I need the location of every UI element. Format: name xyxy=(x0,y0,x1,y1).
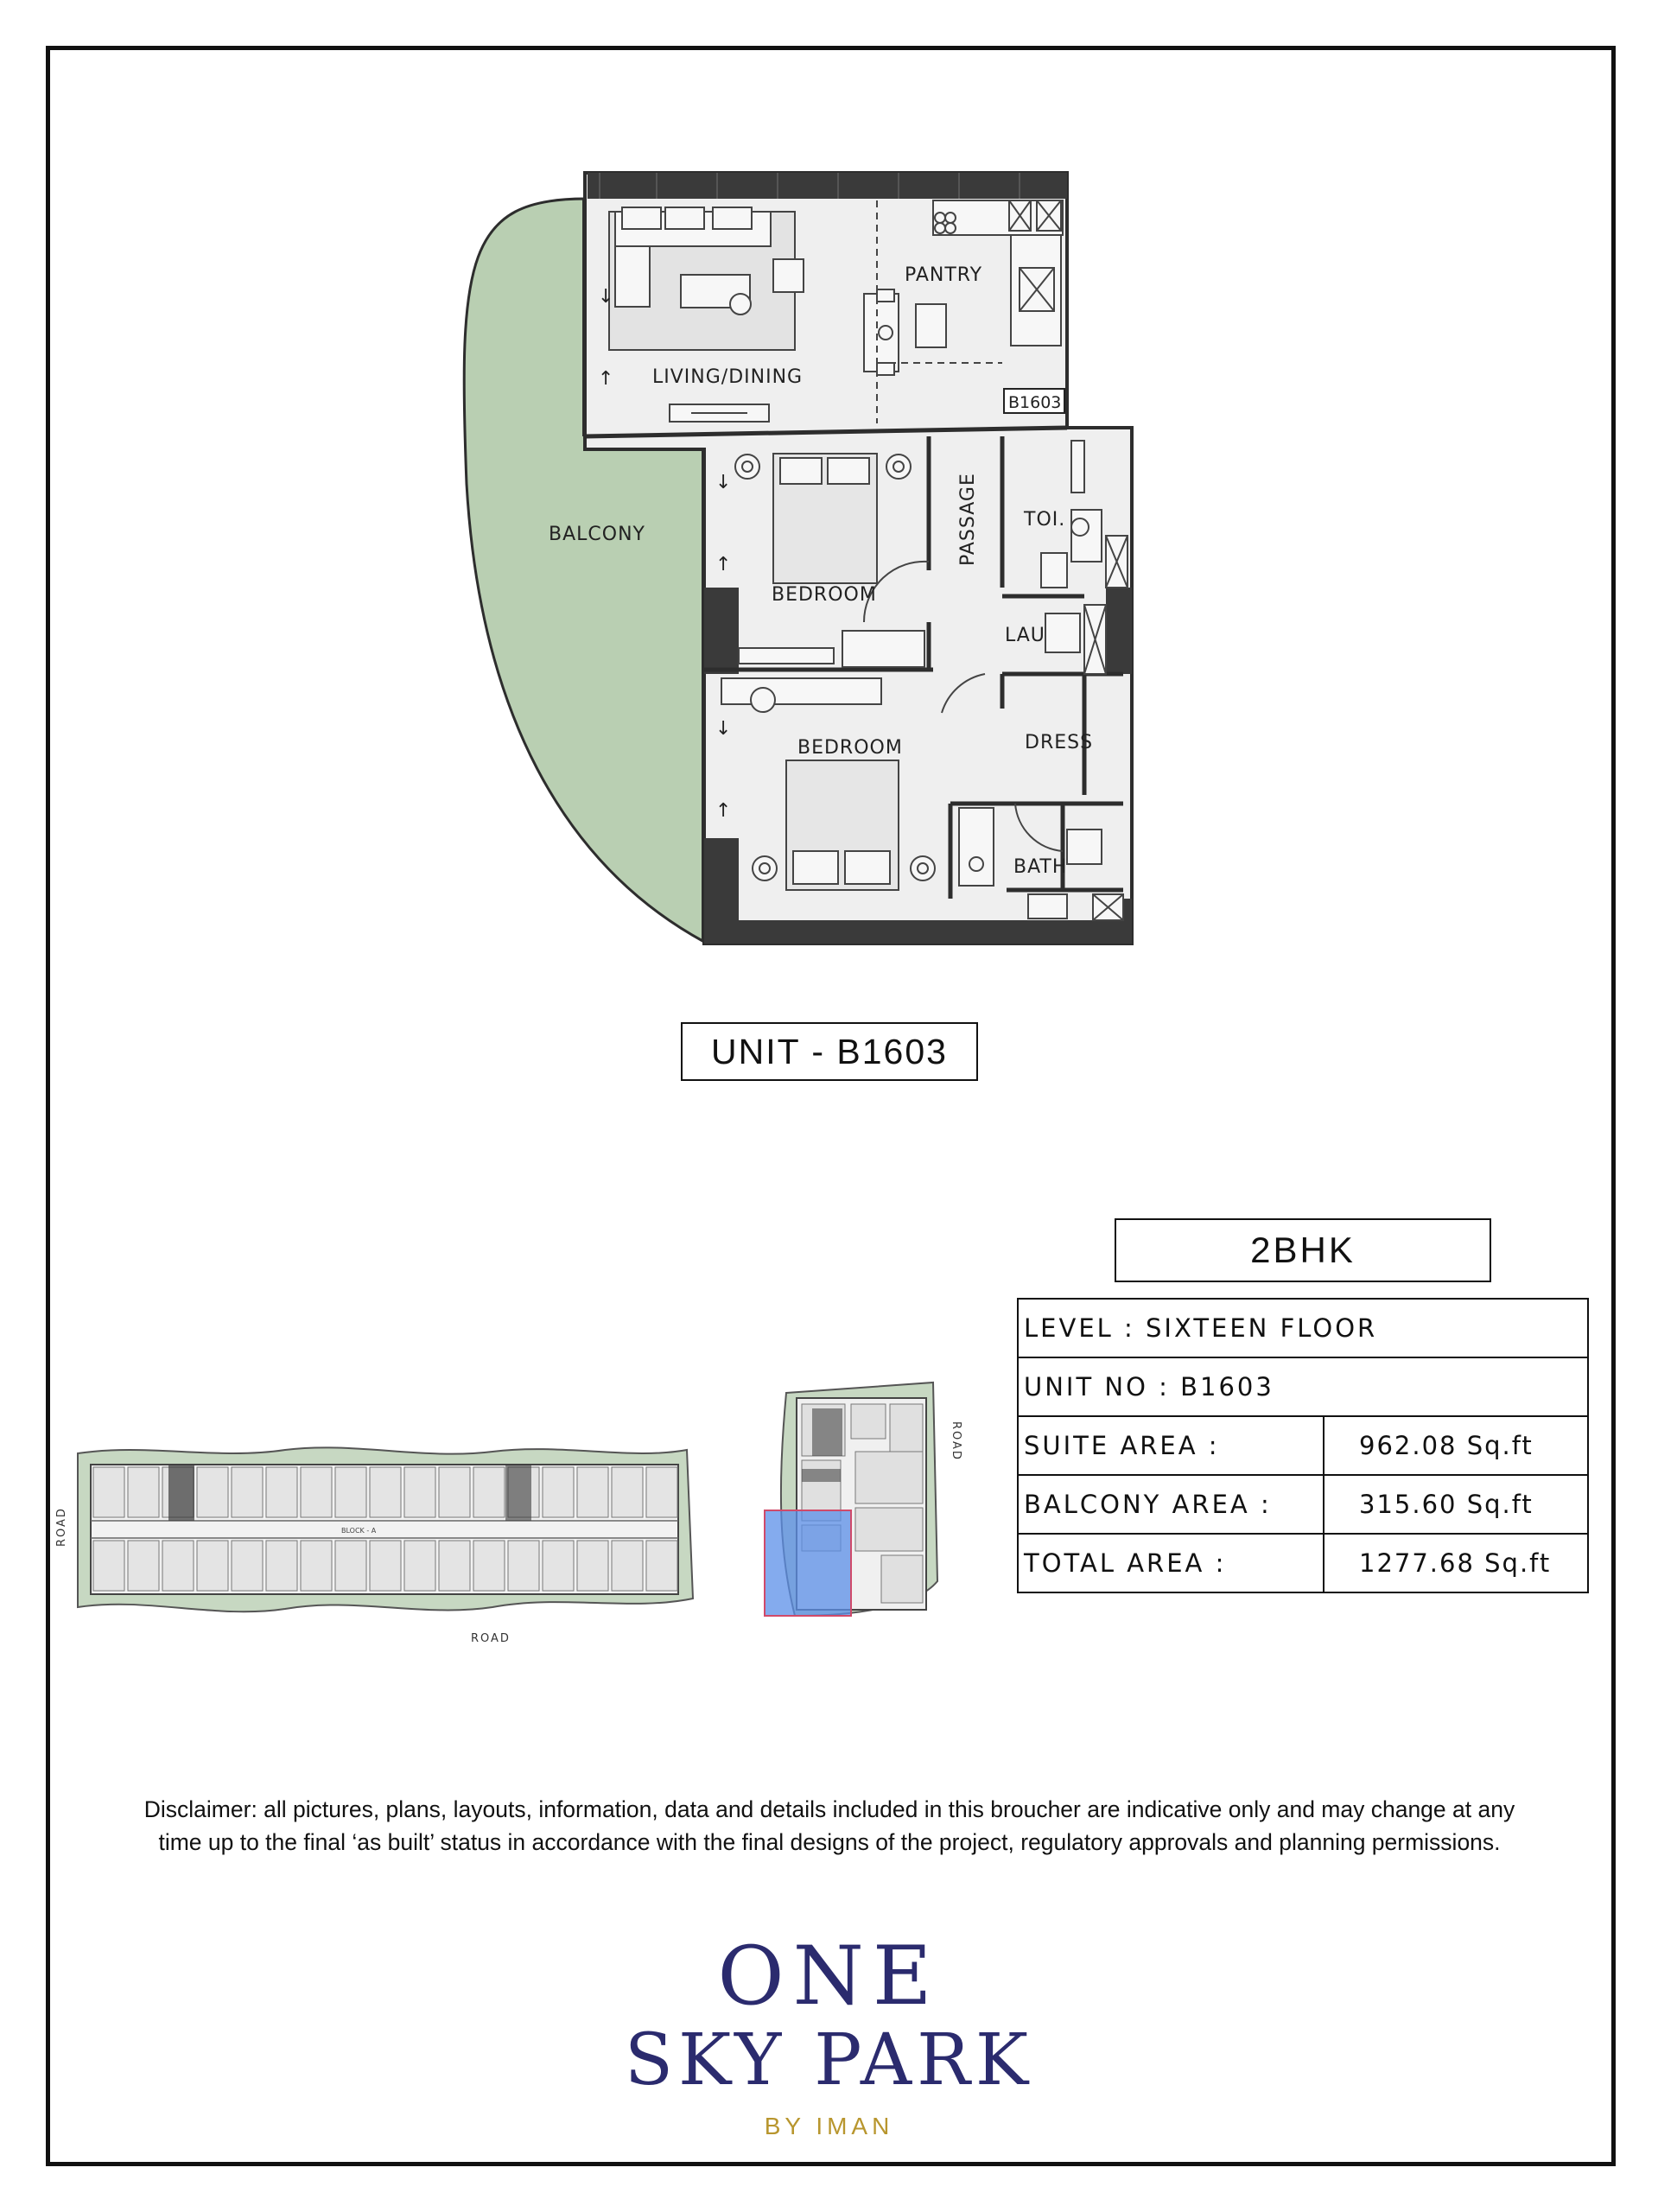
floor-plan xyxy=(0,0,1658,994)
key-plan-unit-cell xyxy=(577,1467,608,1517)
key-plan-unit-cell xyxy=(612,1467,643,1517)
logo-line-by-iman: BY IMAN xyxy=(764,2113,894,2139)
key-plan-unit-cell xyxy=(473,1541,505,1591)
svg-text:↓: ↓ xyxy=(715,472,732,493)
key-plan-unit-cell xyxy=(543,1467,574,1517)
key-plan-unit-cell xyxy=(335,1467,366,1517)
svg-text:↑: ↑ xyxy=(715,800,732,822)
key-plan-block xyxy=(43,1426,726,1650)
unit-details-table xyxy=(1017,1298,1589,1593)
living-dining-label: LIVING/DINING xyxy=(652,366,804,388)
unit-highlight xyxy=(765,1510,851,1616)
block-label: BLOCK - A xyxy=(341,1527,377,1535)
key-plan-unit-cell xyxy=(646,1541,677,1591)
road-bottom-label: ROAD xyxy=(471,1632,511,1645)
pantry-label: PANTRY xyxy=(905,264,983,286)
key-plan-unit-cell xyxy=(439,1467,470,1517)
key-plan-unit-cell xyxy=(404,1467,435,1517)
bedroom-2-label: BEDROOM xyxy=(797,737,903,759)
key-plan-unit-cell xyxy=(335,1541,366,1591)
key-plan-unit-cell xyxy=(404,1541,435,1591)
svg-text:↓: ↓ xyxy=(598,286,614,308)
key-plan-unit-cell xyxy=(577,1541,608,1591)
toilet-label: TOI. xyxy=(1024,509,1066,531)
svg-text:↑: ↑ xyxy=(598,368,614,390)
key-plan-unit-cell xyxy=(370,1467,401,1517)
key-plan-unit-cell xyxy=(266,1467,297,1517)
unit-label: UNIT - B1603 xyxy=(681,1022,978,1081)
suite-area-value: 962.08 Sq.ft xyxy=(1324,1416,1588,1475)
unit-type: 2BHK xyxy=(1115,1218,1491,1282)
key-plan-unit-cell xyxy=(439,1541,470,1591)
balcony-area-label: BALCONY AREA : xyxy=(1018,1475,1324,1534)
level-cell: LEVEL : SIXTEEN FLOOR xyxy=(1018,1299,1588,1357)
total-area-value: 1277.68 Sq.ft xyxy=(1324,1534,1588,1592)
laundry-label: LAU xyxy=(1005,625,1045,646)
unit-tag-label: B1603 xyxy=(1008,393,1062,412)
key-plan-unit-cell xyxy=(128,1467,159,1517)
balcony-label: BALCONY xyxy=(549,524,645,545)
suite-area-row xyxy=(1018,1416,1588,1475)
key-plan-unit-cell xyxy=(301,1467,332,1517)
key-plan-unit-cell xyxy=(612,1541,643,1591)
key-plan-unit-cell xyxy=(197,1467,228,1517)
svg-text:↓: ↓ xyxy=(715,718,732,740)
key-plan-unit-cell xyxy=(232,1541,263,1591)
key-plan-unit-cell xyxy=(646,1467,677,1517)
key-plan-unit-cell xyxy=(266,1541,297,1591)
level-row xyxy=(1018,1299,1588,1357)
key-plan-unit-cell xyxy=(93,1467,124,1517)
key-plan-unit-cell xyxy=(162,1541,194,1591)
key-plan-unit-cell xyxy=(93,1541,124,1591)
road-left-label: ROAD xyxy=(55,1507,68,1547)
svg-text:↑: ↑ xyxy=(715,554,732,575)
unit-no-cell: UNIT NO : B1603 xyxy=(1018,1357,1588,1416)
unit-no-row xyxy=(1018,1357,1588,1416)
key-plan-unit-cell xyxy=(543,1541,574,1591)
balcony-area-row xyxy=(1018,1475,1588,1534)
key-plan-unit-cell xyxy=(197,1541,228,1591)
key-plan-unit-cell xyxy=(128,1541,159,1591)
balcony-area-value: 315.60 Sq.ft xyxy=(1324,1475,1588,1534)
bath-label: BATH xyxy=(1013,856,1068,878)
key-plan-unit-cell xyxy=(473,1467,505,1517)
total-area-label: TOTAL AREA : xyxy=(1018,1534,1324,1592)
key-plan-unit-cell xyxy=(370,1541,401,1591)
key-plan-tower xyxy=(752,1374,976,1659)
north-wall xyxy=(588,173,1067,199)
key-plan-unit-cell xyxy=(301,1541,332,1591)
bedroom-1-label: BEDROOM xyxy=(772,584,877,606)
total-area-row xyxy=(1018,1534,1588,1592)
dress-label: DRESS xyxy=(1025,732,1094,753)
key-plan-unit-cell xyxy=(508,1541,539,1591)
logo-line-one: ONE xyxy=(717,1929,941,2024)
logo-line-sky-park: SKY PARK xyxy=(624,2019,1034,2101)
key-plan-unit-cell xyxy=(232,1467,263,1517)
road-right-label: ROAD xyxy=(950,1421,962,1461)
disclaimer-text: Disclaimer: all pictures, plans, layouts, information, data and details included in this broucher are indicative only and may change at any time up to the final ‘as built’ status in accordance with the final designs of the project, regulatory approvals and planning permissions. xyxy=(143,1796,1515,1855)
suite-area-label: SUITE AREA : xyxy=(1018,1416,1324,1475)
passage-label: PASSAGE xyxy=(957,473,979,566)
